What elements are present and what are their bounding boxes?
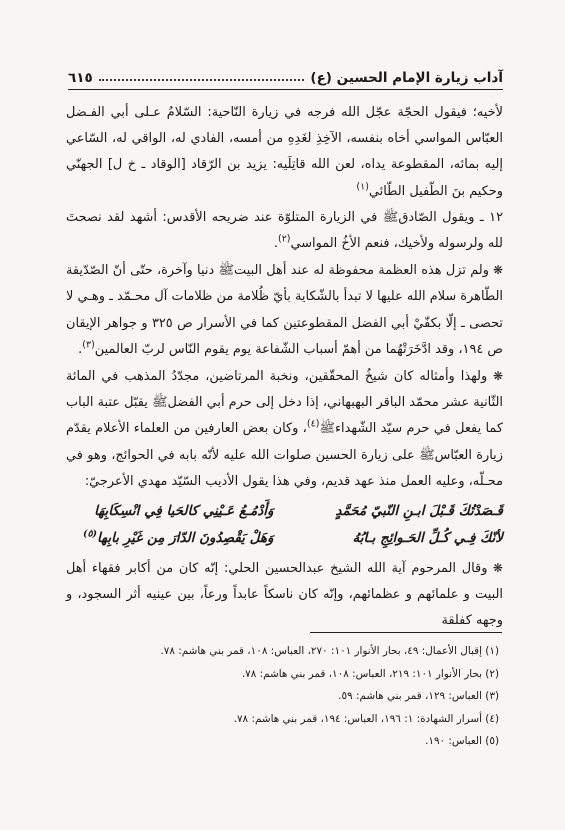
dotted-leader [99,79,305,81]
footnote-ref-5[interactable]: (٥) [82,528,98,540]
paragraph-2: ١٢ ـ ويقول الصّادقﷺ في الزيارة المتلوّة عند ضريحه الأقدس: أشهد لقد نصحتَ لله ولرسوله ولأخيك، فنعم الأخُ المواسي$^{(٢)}$. [66,209,503,252]
paragraph-5: ❋ وقال المرحوم آية الله الشيخ عبدالحسين الحلي: إنّه كان من أكابر فقهاء أهل البيت و علمائهم و عظمائهم، وإنّه كان ناسكاً عابداً ورعاً، بين عينيه أثر السجود، و وجهه كفلقة [66,561,503,629]
asterisk-icon: ❋ [487,369,504,384]
paragraph-4: ❋ ولهذا وأمثاله كان شيخُ المحقّقين، ونخبة المرتاضين، مجدّدُ المذهب في المائة الثّانية عشر محمّد الباقر البهبهاني، إذا دخل إلى حرم أبي الفضلﷺ يقبّل عتبة الباب كما يفعل في حرم سيّد الشّهداءﷺ$^{(٤)}$، وكان بعض العارفين من العلماء الأعلام يقدّم زيارة العبّاسﷺ على زيارة الحسين صلوات الله عليه لأنّه بابه في الحوائج، وهو في محـلّه، وعليه العمل منذ عهد قديم، وفي هذا يقول الأديب السّيّد مهدي الأعرجيّ: [66,369,504,489]
footnote-1: (١) إقبال الأعمال: ٤٩، بحار الأنوار ١٠١: ٢٧٠، العباس: ١٠٨، قمر بني هاشم: ٧٨. [160,645,499,657]
footnote-ref-2[interactable]: (٢) [277,233,291,245]
footnote-ref-4[interactable]: (٤) [306,419,320,431]
footnotes [59,640,499,753]
footnote-4: (٤) أسرار الشهادة: ١: ١٩٦، العباس: ١٩٤، قمر بني هاشم: ٧٨. [233,712,499,725]
poem-verses [66,498,503,552]
footnote-2: (٢) بحار الأنوار ١٠١: ٢١٩، العباس: ١٠٨، قمر بني هاشم: ٧٨. [241,667,499,680]
asterisk-icon: ❋ [488,263,504,278]
running-header [68,62,503,86]
poem-hemistich: وَهَلْ يَقْصِدُونَ الدّارَ مِن غَيْرِ بابِها$^{(٥)}$ [82,528,274,547]
footnote-ref-3[interactable]: (٣) [82,339,95,351]
main-text [66,100,503,635]
asterisk-icon: ❋ [487,561,503,576]
header-rule [68,89,503,90]
footnote-3: (٣) العباس: ١٢٩، قمر بني هاشم: ٥٩. [338,690,499,703]
page-number: ٦١٥ [68,70,93,86]
poem-hemistich: وَأَدْمُـعُ عَـيْنِي كالحَيا فِي انْسِكَابِهَا [94,503,274,520]
footnote-5: (٥) العباس: ١٩٠. [425,735,499,748]
footnote-separator [310,632,502,633]
poem-hemistich: لأنّكَ فِـي كُـلِّ الحَـوائِجِ بـابُهُ [352,530,503,547]
poem-hemistich: قَـصَدْتُكَ قَـبْلَ ابـنِ النّبيّ مُحَمَّدٍ [335,503,503,520]
header-title: آداب زيارة الإمام الحسين (ع) [310,70,503,86]
footnote-ref-1[interactable]: (١) [356,181,369,193]
paragraph-3: ❋ ولم تزل هذه العظمة محفوظة له عند أهل البيتﷺ دنيا وآخرة، حتّى أنّ الصّدّيقة الطّاهرة سلام الله عليها لا تبدأ بالشّكاية بأيّ ظُلامة من ظلامات آل محـمّد ـ وهـي لا تحصى ـ إلّا بكفّيْ أبي الفضل المقطوعتين كما في الأسرار ص ٣٢٥ و جواهر الإيقان ص ١٩٤، وقد ادَّخَرَتْهُما من أهمّ أسباب الشّفاعة يوم يقوم النّاس لربّ العالمين$^{(٣)}$. [66,263,504,357]
paragraph-1: لأخيه؛ فيقول الحجّة عجّل الله فرجه في زيارة النّاحية: السّلامُ عـلى أبي الفـضل العبّاس المواسي أخاه بنفسه، الآخِذِ لغَدِهِ من أمسه، الفادي له، الواقي له، السّاعي إليه بمائه، المقطوعة يداه، لعن الله قاتِلَيه: يزيد بن الرّقاد [الوقاد ـ خ ل] الجهنّي وحكيم بنَ الطّفيل الطّائي$^{(١)}$ [66,105,503,199]
